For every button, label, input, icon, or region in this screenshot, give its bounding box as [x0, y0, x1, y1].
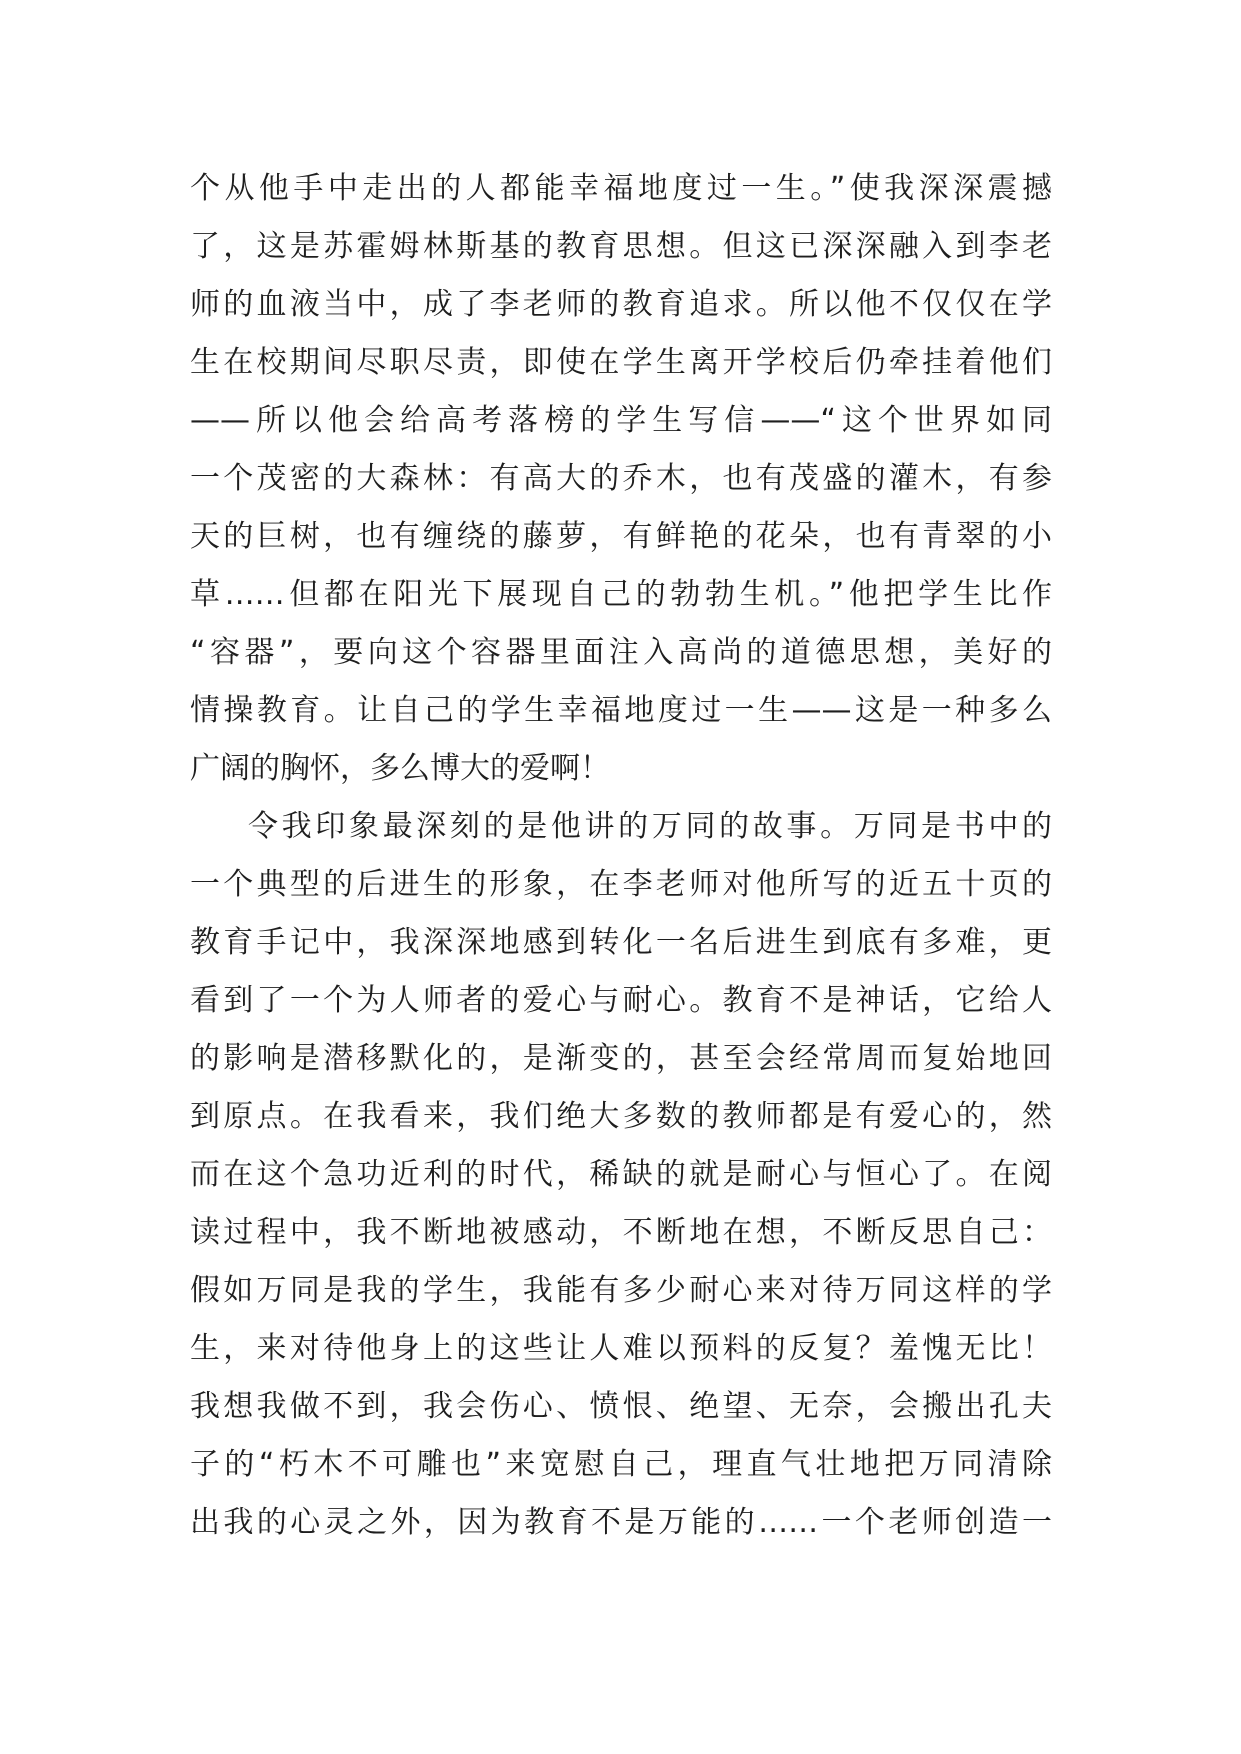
text-line: 一个茂密的大森林：有高大的乔木，也有茂盛的灌木，有参: [190, 461, 1052, 496]
text-line: 而在这个急功近利的时代，稀缺的就是耐心与恒心了。在阅: [190, 1157, 1052, 1192]
text-line: 看到了一个为人师者的爱心与耐心。教育不是神话，它给人: [190, 983, 1052, 1018]
text-line: 的影响是潜移默化的，是渐变的，甚至会经常周而复始地回: [190, 1041, 1052, 1076]
text-line: 了，这是苏霍姆林斯基的教育思想。但这已深深融入到李老: [190, 229, 1052, 264]
text-line: 一个典型的后进生的形象，在李老师对他所写的近五十页的: [190, 867, 1052, 902]
text-line: “容器”，要向这个容器里面注入高尚的道德思想，美好的: [190, 635, 1052, 670]
body-text: [190, 160, 1052, 1552]
text-line: 读过程中，我不断地被感动，不断地在想，不断反思自己：: [190, 1215, 1052, 1250]
text-line: 情操教育。让自己的学生幸福地度过一生——这是一种多么: [190, 693, 1052, 728]
text-line: 生，来对待他身上的这些让人难以预料的反复？羞愧无比！: [190, 1331, 1052, 1366]
text-line: 到原点。在我看来，我们绝大多数的教师都是有爱心的，然: [190, 1099, 1052, 1134]
paragraph-start-line: 令我印象最深刻的是他讲的万同的故事。万同是书中的: [248, 809, 1052, 844]
text-line: 天的巨树，也有缠绕的藤萝，有鲜艳的花朵，也有青翠的小: [190, 519, 1052, 554]
text-line: 假如万同是我的学生，我能有多少耐心来对待万同这样的学: [190, 1273, 1052, 1308]
text-line: 生在校期间尽职尽责，即使在学生离开学校后仍牵挂着他们: [190, 345, 1052, 380]
paragraph-end-line: 广阔的胸怀，多么博大的爱啊！: [190, 751, 610, 786]
text-line: 草……但都在阳光下展现自己的勃勃生机。”他把学生比作: [190, 577, 1052, 612]
text-line: 出我的心灵之外，因为教育不是万能的……一个老师创造一: [190, 1505, 1052, 1540]
text-line: 个从他手中走出的人都能幸福地度过一生。”使我深深震撼: [190, 171, 1052, 206]
text-line: 子的“朽木不可雕也”来宽慰自己，理直气壮地把万同清除: [190, 1447, 1052, 1482]
text-line: 我想我做不到，我会伤心、愤恨、绝望、无奈，会搬出孔夫: [190, 1389, 1052, 1424]
text-line: 师的血液当中，成了李老师的教育追求。所以他不仅仅在学: [190, 287, 1052, 322]
text-line: ——所以他会给高考落榜的学生写信——“这个世界如同: [190, 403, 1052, 438]
text-line: 教育手记中，我深深地感到转化一名后进生到底有多难，更: [190, 925, 1052, 960]
